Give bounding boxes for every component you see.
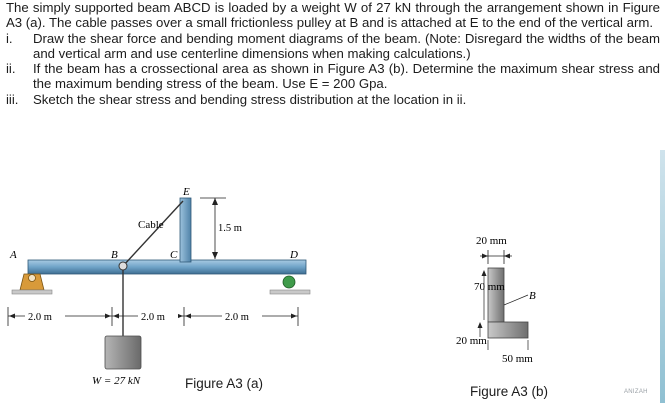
pulley [119,262,127,270]
cable-label: Cable [138,219,164,231]
slide-accent-bar [660,150,665,403]
section-web [488,268,504,322]
web-height-label: 70 mm [474,281,505,293]
problem-item-1 [6,31,660,62]
figure-a-caption: Figure A3 (a) [185,376,264,391]
beam [28,260,306,274]
bottom-width-label: 50 mm [502,353,533,365]
item-number: i. [6,30,13,46]
point-b-label: B [111,249,118,261]
item-text: Sketch the shear stress and bending stress distribution at the location in ii. [33,91,467,107]
watermark: ANIZAH [624,389,648,395]
problem-intro: The simply supported beam ABCD is loaded by a weight W of 27 kN through the arrangement shown in Figure A3 (a). The cable passes over a small frictionless pulley at B and is attached at E to the end of the vertical arm. [6,0,660,31]
weight-label: W = 27 kN [92,375,141,387]
point-d-label: D [290,249,298,261]
item-number: ii. [6,61,16,77]
left-pin-support [12,274,52,294]
span-2-label: 2.0 m [141,312,165,323]
span-1-label: 2.0 m [28,312,52,323]
figure-b-caption: Figure A3 (b) [470,384,549,399]
point-e-label: E [183,186,190,198]
problem-item-2 [6,61,660,92]
flange-height-label: 20 mm [456,335,487,347]
right-roller-support [270,276,310,294]
figure-b-cross-section [440,210,580,370]
span-3-label: 2.0 m [225,312,249,323]
point-a-label: A [10,249,17,261]
point-c-label: C [170,249,178,261]
arm-height-label: 1.5 m [218,223,242,234]
top-width-label: 20 mm [476,235,507,247]
point-b-label: B [529,290,536,302]
item-number: iii. [6,91,19,107]
item-text: Draw the shear force and bending moment diagrams of the beam. (Note: Disregard the widths of the beam and vertical arm and use centerline dimensions when making calculations.) [33,30,660,61]
weight-block [105,336,141,369]
item-text: If the beam has a crossectional area as shown in Figure A3 (b). Determine the maximum shear stress and the maximum bending stress of the beam. Use E = 200 Gpa. [33,61,660,92]
section-flange [488,322,528,338]
problem-item-3 [6,92,660,107]
problem-statement [6,0,660,107]
vertical-arm [180,198,191,262]
